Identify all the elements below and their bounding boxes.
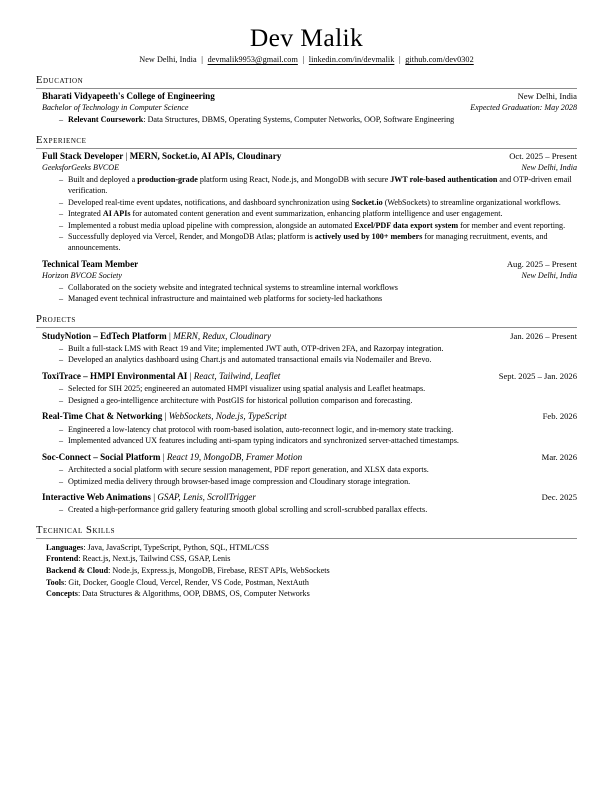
bullet-text: (WebSockets) to streamline organizational workflows. <box>382 197 561 207</box>
title-pipe: | <box>187 371 194 382</box>
bullet-item <box>59 283 577 294</box>
project-date: Dec. 2025 <box>541 492 577 503</box>
education-bullets <box>42 115 577 126</box>
skill-category: Backend & Cloud <box>46 565 109 575</box>
linkedin-link[interactable]: linkedin.com/in/devmalik <box>308 55 395 65</box>
project-tech-stack: MERN, Redux, Cloudinary <box>173 330 272 341</box>
bullet-text: Built and deployed a <box>68 175 138 185</box>
project-bullets <box>42 465 577 487</box>
bullet-item <box>59 115 577 126</box>
bullet-item <box>59 294 577 305</box>
bullet-item <box>59 355 577 366</box>
project-title: StudyNotion – EdTech Platform <box>42 330 167 341</box>
project-tech-stack: WebSockets, Node.js, TypeScript <box>168 411 287 422</box>
bullet-text: Developed real-time event updates, notifications, and dashboard synchronization using <box>68 197 352 207</box>
title-pipe: | <box>162 411 169 422</box>
bullet-text: : Data Structures, DBMS, Operating Systems, Computer Networks, OOP, Software Engineering <box>143 115 455 125</box>
project-entry <box>42 492 577 516</box>
entry-row <box>42 331 577 343</box>
job-location: New Delhi, India <box>521 163 577 173</box>
job-tech-stack: MERN, Socket.io, AI APIs, Cloudinary <box>129 151 282 162</box>
experience-bullets <box>42 175 577 253</box>
section-heading-projects: Projects <box>36 313 577 328</box>
project-date: Sept. 2025 – Jan. 2026 <box>498 371 577 382</box>
bullet-item <box>59 396 577 407</box>
project-date: Mar. 2026 <box>541 451 577 462</box>
entry-row <box>42 151 577 163</box>
section-experience <box>36 134 577 305</box>
bullet-text: Developed an analytics dashboard using Chart.js and automated transactional emails via Nodemailer and Brevo. <box>68 355 432 365</box>
bullet-text: Created a high-performance grid gallery featuring smooth global scrolling and scroll-scrubbed parallax effects. <box>68 505 428 515</box>
project-tech-stack: React 19, MongoDB, Framer Motion <box>166 451 303 462</box>
project-title: ToxiTrace – HMPI Environmental AI <box>42 371 188 382</box>
skill-values: : React.js, Next.js, Tailwind CSS, GSAP, Lenis <box>78 554 231 564</box>
job-date: Oct. 2025 – Present <box>509 151 577 162</box>
contact-location: New Delhi, India <box>139 55 197 65</box>
github-link[interactable]: github.com/dev0302 <box>405 55 474 65</box>
skill-values: : Data Structures & Algorithms, OOP, DBMS, OS, Computer Networks <box>77 589 310 599</box>
section-education <box>36 74 577 126</box>
experience-entry <box>42 151 577 253</box>
bullet-emphasis: actively used by 100+ members <box>314 232 423 242</box>
project-entry <box>42 411 577 446</box>
title-pipe: | <box>150 492 158 503</box>
entry-row <box>42 259 577 271</box>
job-organization: Horizon BVCOE Society <box>42 270 123 280</box>
resume-header <box>0 0 613 66</box>
job-date: Aug. 2025 – Present <box>506 258 577 269</box>
project-title: Soc-Connect – Social Platform <box>42 451 161 462</box>
bullet-item <box>59 384 577 395</box>
entry-left <box>42 452 310 464</box>
bullet-item <box>59 505 577 516</box>
bullet-text: Managed event technical infrastructure and maintained web platforms for society-led hackathons <box>68 294 383 304</box>
project-entries <box>36 328 577 516</box>
degree-name: Bachelor of Technology in Computer Science <box>42 103 189 113</box>
contact-separator: | <box>201 55 203 65</box>
institution-name: Bharati Vidyapeeth's College of Engineering <box>42 91 215 102</box>
entry-row <box>42 271 577 281</box>
job-title: Full Stack Developer <box>42 151 124 162</box>
email-link[interactable]: devmalik9953@gmail.com <box>207 55 298 65</box>
contact-separator: | <box>398 55 401 65</box>
project-tech-stack: GSAP, Lenis, ScrollTrigger <box>157 492 256 503</box>
entry-row <box>42 411 577 423</box>
skill-category: Concepts <box>46 589 78 599</box>
bullet-text: and OTP-driven email verification. <box>68 175 572 196</box>
project-entry <box>42 452 577 487</box>
skill-line <box>46 577 577 589</box>
entry-row <box>42 103 577 113</box>
bullet-item <box>59 175 577 197</box>
bullet-emphasis: Socket.io <box>351 197 383 207</box>
project-entry <box>42 371 577 406</box>
job-location: New Delhi, India <box>521 270 577 280</box>
bullet-item <box>59 221 577 232</box>
graduation-date: Expected Graduation: May 2028 <box>470 103 577 113</box>
bullet-item <box>59 344 577 355</box>
title-pipe: | <box>160 451 167 462</box>
entry-left <box>42 151 289 163</box>
entry-left <box>42 271 130 281</box>
bullet-text: platform using React, Node.js, and MongoDB with secure <box>197 175 391 185</box>
job-organization: GeeksforGeeks BVCOE <box>42 163 120 173</box>
bullet-emphasis: Excel/PDF data export system <box>354 220 459 230</box>
entry-left <box>42 371 288 383</box>
education-entries <box>36 89 577 126</box>
project-entry <box>42 331 577 366</box>
section-heading-skills: Technical Skills <box>36 524 577 539</box>
bullet-item <box>59 198 577 209</box>
bullet-item <box>59 209 577 220</box>
entry-left <box>42 259 146 271</box>
project-bullets <box>42 384 577 406</box>
entry-left <box>42 411 295 423</box>
section-projects <box>36 313 577 516</box>
title-pipe: | <box>166 330 174 341</box>
job-title: Technical Team Member <box>42 258 139 269</box>
entry-left <box>42 91 223 103</box>
entry-row <box>42 371 577 383</box>
experience-entries <box>36 149 577 305</box>
bullet-text: Optimized media delivery through browser-based image compression and Cloudinary storage integration. <box>68 476 411 486</box>
bullet-text: Engineered a low-latency chat protocol with room-based isolation, auto-reconnect logic, and in-memory state tracking. <box>68 424 454 434</box>
bullet-label: Relevant Coursework <box>68 115 144 125</box>
entry-left <box>42 163 127 173</box>
project-title: Real-Time Chat & Networking <box>42 411 163 422</box>
entry-row <box>42 452 577 464</box>
skill-values: : Java, JavaScript, TypeScript, Python, SQL, HTML/CSS <box>83 542 270 552</box>
entry-left <box>42 103 196 113</box>
bullet-text: for member and event reporting. <box>458 220 566 230</box>
bullet-item <box>59 477 577 488</box>
bullet-text: Selected for SIH 2025; engineered an automated HMPI visualizer using spatial analysis and Leaflet heatmaps. <box>68 384 426 394</box>
bullet-text: Designed a geo-intelligence architecture with PostGIS for historical pollution comparison and forecasting. <box>68 395 413 405</box>
project-date: Jan. 2026 – Present <box>510 330 577 341</box>
bullet-emphasis: JWT role-based authentication <box>390 175 498 185</box>
entry-row <box>42 91 577 103</box>
experience-bullets <box>42 283 577 305</box>
project-date: Feb. 2026 <box>542 411 577 422</box>
section-heading-experience: Experience <box>36 134 577 149</box>
skill-line <box>46 588 577 600</box>
title-pipe: | <box>123 151 130 162</box>
entry-left <box>42 492 264 504</box>
skills-list <box>36 539 577 600</box>
bullet-text: Integrated <box>68 209 103 219</box>
skill-category: Tools <box>46 577 65 587</box>
entry-left <box>42 331 279 343</box>
contact-separator: | <box>302 55 305 65</box>
education-entry <box>42 91 577 126</box>
bullet-item <box>59 425 577 436</box>
skill-values: : Git, Docker, Google Cloud, Vercel, Render, VS Code, Postman, NextAuth <box>64 577 309 587</box>
skill-values: : Node.js, Express.js, MongoDB, Firebase, REST APIs, WebSockets <box>108 565 330 575</box>
project-bullets <box>42 425 577 447</box>
contact-line <box>0 55 613 66</box>
bullet-emphasis: AI APIs <box>102 209 131 219</box>
skill-category: Frontend <box>46 554 79 564</box>
bullet-text: Implemented a robust media upload pipeline with compression, alongside an automated <box>68 220 355 230</box>
page-title: Dev Malik <box>249 23 364 52</box>
project-bullets <box>42 344 577 366</box>
bullet-text: for managing recruitment, events, and announcements. <box>68 232 548 253</box>
section-skills <box>36 524 577 600</box>
bullet-item <box>59 436 577 447</box>
skill-line <box>46 565 577 577</box>
bullet-text: for automated content generation and event summarization, enhancing platform intelligence and user engagement. <box>130 209 503 219</box>
project-tech-stack: React, Tailwind, Leaflet <box>193 371 281 382</box>
experience-entry <box>42 259 577 305</box>
bullet-text: Successfully deployed via Vercel, Render, and MongoDB Atlas; platform is <box>68 232 315 242</box>
bullet-emphasis: production-grade <box>137 175 198 185</box>
skill-line <box>46 553 577 565</box>
bullet-text: Implemented advanced UX features including anti-spam typing indicators and synchronized server-attached timestamps. <box>68 436 459 446</box>
institution-location: New Delhi, India <box>517 91 577 102</box>
skill-category: Languages <box>46 542 84 552</box>
project-bullets <box>42 505 577 516</box>
entry-row <box>42 492 577 504</box>
project-title: Interactive Web Animations <box>42 492 151 503</box>
bullet-text: Built a full-stack LMS with React 19 and Vite; implemented JWT auth, OTP-driven 2FA, and Razorpay integration. <box>68 343 444 353</box>
entry-row <box>42 163 577 173</box>
section-heading-education: Education <box>36 74 577 89</box>
bullet-item <box>59 465 577 476</box>
bullet-item <box>59 232 577 254</box>
bullet-text: Architected a social platform with secure session management, PDF report generation, and XLSX data exports. <box>68 464 429 474</box>
bullet-text: Collaborated on the society website and integrated technical systems to streamline internal workflows <box>68 282 398 292</box>
skill-line <box>46 542 577 554</box>
